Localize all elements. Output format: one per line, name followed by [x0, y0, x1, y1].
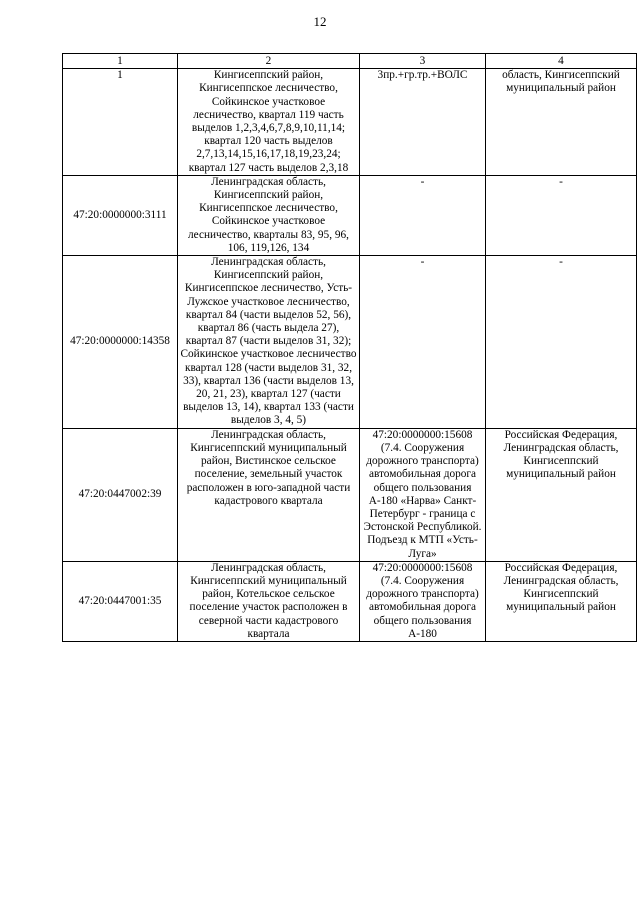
object-cell: 47:20:0000000:15608 (7.4. Сооружения дорожного транспорта) автомобильная дорога общего пользования А-180	[360, 561, 486, 641]
cadastral-number-cell: 47:20:0447002:39	[63, 428, 178, 561]
object-cell: 47:20:0000000:15608 (7.4. Сооружения дорожного транспорта) автомобильная дорога общего пользования А-180 «Нарва» Санкт-Петербург - граница с Эстонской Республикой. Подъезд к МТП «Усть-Луга»	[360, 428, 486, 561]
cadastral-number-cell: 47:20:0000000:3111	[63, 175, 178, 255]
object-cell: 3пр.+гр.тр.+ВОЛС	[360, 69, 486, 176]
location-cell: Кингисеппский район, Кингисеппское лесничество, Сойкинское участковое лесничество, квартал 119 часть выделов 1,2,3,4,6,7,8,9,10,11,14; квартал 120 часть выделов 2,7,13,14,15,16,17,18,19,23,24; квартал 127 часть выделов 2,3,18	[178, 69, 360, 176]
table-header-row	[63, 54, 637, 69]
page-number: 12	[313, 14, 327, 29]
table-row	[63, 561, 637, 641]
document-table	[62, 53, 637, 642]
cadastral-number-cell: 1	[63, 69, 178, 176]
object-cell: -	[360, 175, 486, 255]
table-row	[63, 428, 637, 561]
column-number-4: 4	[486, 54, 637, 69]
cadastral-number-cell: 47:20:0000000:14358	[63, 256, 178, 429]
owner-cell: -	[486, 175, 637, 255]
table-row	[63, 175, 637, 255]
location-cell: Ленинградская область, Кингисеппский муниципальный район, Вистинское сельское поселение, земельный участок расположен в юго-западной части кадастрового квартала	[178, 428, 360, 561]
cadastral-number-cell: 47:20:0447001:35	[63, 561, 178, 641]
table-row	[63, 69, 637, 176]
column-number-3: 3	[360, 54, 486, 69]
column-number-1: 1	[63, 54, 178, 69]
owner-cell: Российская Федерация, Ленинградская область, Кингисеппский муниципальный район	[486, 428, 637, 561]
object-cell: -	[360, 256, 486, 429]
column-number-2: 2	[178, 54, 360, 69]
location-cell: Ленинградская область, Кингисеппский район, Кингисеппское лесничество, Сойкинское участковое лесничество, кварталы 83, 95, 96, 106, 119,126, 134	[178, 175, 360, 255]
owner-cell: область, Кингисеппский муниципальный район	[486, 69, 637, 176]
table-row	[63, 256, 637, 429]
location-cell: Ленинградская область, Кингисеппский муниципальный район, Котельское сельское поселение участок расположен в северной части кадастрового квартала	[178, 561, 360, 641]
owner-cell: Российская Федерация, Ленинградская область, Кингисеппский муниципальный район	[486, 561, 637, 641]
owner-cell: -	[486, 256, 637, 429]
location-cell: Ленинградская область, Кингисеппский район, Кингисеппское лесничество, Усть-Лужское участковое лесничество, квартал 84 (части выделов 52, 56), квартал 86 (часть выдела 27), квартал 87 (части выделов 31, 32); Сойкинское участковое лесничество квартал 128 (части выделов 31, 32, 33), квартал 136 (части выделов 13, 20, 21, 23), квартал 127 (части выделов 13, 14), квартал 133 (части выделов 3, 4, 5)	[178, 256, 360, 429]
